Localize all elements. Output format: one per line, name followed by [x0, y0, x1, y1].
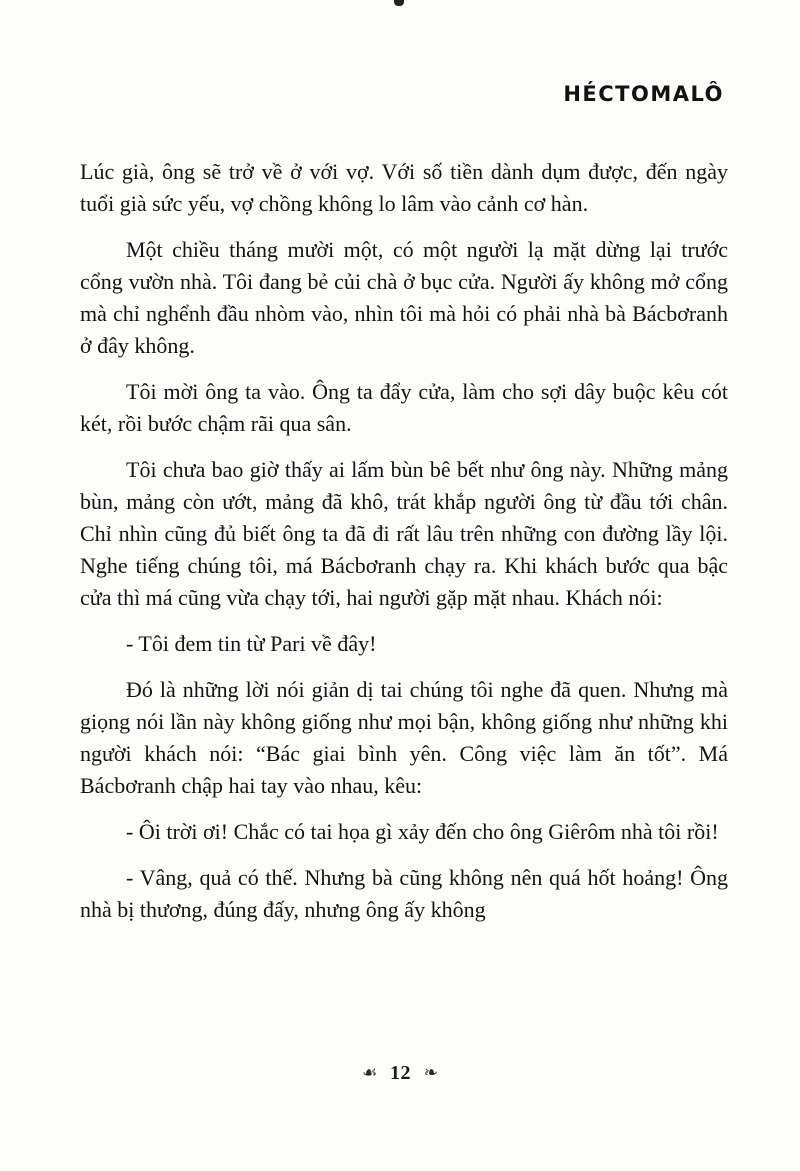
left-ornament-icon: ☙: [362, 1063, 378, 1083]
page-body: [80, 156, 728, 940]
paragraph: Đó là những lời nói giản dị tai chúng tôi nghe đã quen. Nhưng mà giọng nói lần này không giống như mọi bận, không giống như những khi người khách nói: “Bác giai bình yên. Công việc làm ăn tốt”. Má Bácbơranh chập hai tay vào nhau, kêu:: [80, 677, 728, 798]
running-head: HÉCTOMALÔ: [563, 82, 724, 106]
paragraph: Tôi mời ông ta vào. Ông ta đẩy cửa, làm cho sợi dây buộc kêu cót két, rồi bước chậm rãi qua sân.: [80, 379, 728, 436]
page-number: 12: [390, 1062, 411, 1084]
scan-artifact-mark: [394, 0, 404, 6]
paragraph: Lúc già, ông sẽ trở về ở với vợ. Với số tiền dành dụm được, đến ngày tuổi già sức yếu, vợ chồng không lo lâm vào cảnh cơ hàn.: [80, 159, 728, 216]
paragraph: Tôi chưa bao giờ thấy ai lấm bùn bê bết như ông này. Những mảng bùn, mảng còn ướt, mảng đã khô, trát khắp người ông từ đầu tới chân. Chỉ nhìn cũng đủ biết ông ta đã đi rất lâu trên những con đường lầy lội. Nghe tiếng chúng tôi, má Bácbơranh chạy ra. Khi khách bước qua bậc cửa thì má cũng vừa chạy tới, hai người gặp mặt nhau. Khách nói:: [80, 457, 728, 610]
right-ornament-icon: ❧: [423, 1063, 438, 1083]
page-footer: [0, 1062, 800, 1085]
dialogue-paragraph: - Ôi trời ơi! Chắc có tai họa gì xảy đến cho ông Giêrôm nhà tôi rồi!: [126, 819, 719, 844]
dialogue-paragraph: - Tôi đem tin từ Pari về đây!: [126, 631, 377, 656]
paragraph: Một chiều tháng mười một, có một người lạ mặt dừng lại trước cổng vườn nhà. Tôi đang bẻ củi chà ở bục cửa. Người ấy không mở cổng mà chỉ nghểnh đầu nhòm vào, nhìn tôi mà hỏi có phải nhà bà Bácbơranh ở đây không.: [80, 237, 728, 358]
dialogue-paragraph: - Vâng, quả có thế. Nhưng bà cũng không nên quá hốt hoảng! Ông nhà bị thương, đúng đấy, nhưng ông ấy không: [80, 865, 728, 922]
